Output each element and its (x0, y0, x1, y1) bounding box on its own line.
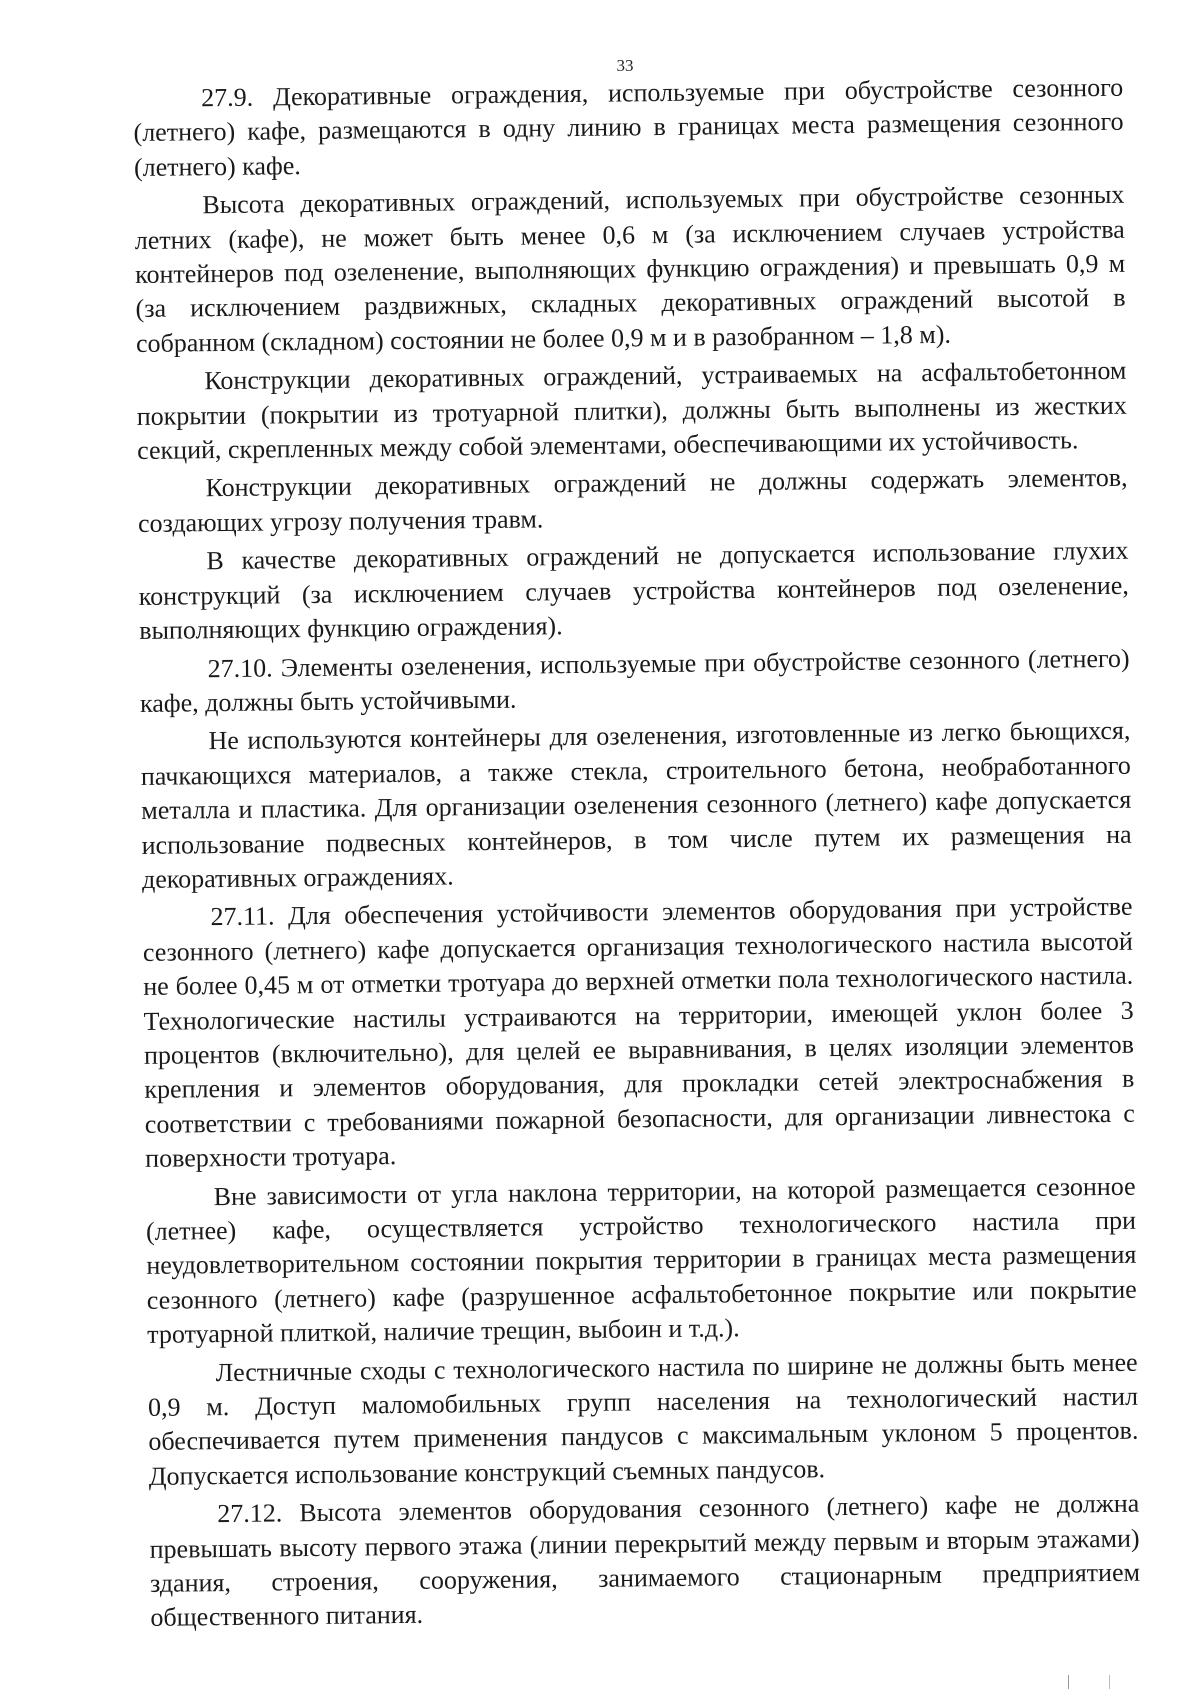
paragraph-fence-safety: Конструкции декоративных ограждений не должны содержать элементов, создающих угрозу получения травм. (137, 463, 1128, 538)
paragraph-27-11: 27.11. Для обеспечения устойчивости элементов оборудования при устройстве сезонного (летнего) кафе допускается организация технологического настила высотой не более 0,45 м от отметки тротуара до верхней отметки пола технологического настила. Технологические настилы устраиваются на территории, имеющей уклон более 3 процентов (включительно), для целей ее выравнивания, в целях изоляции элементов крепления и элементов оборудования, для прокладки сетей электроснабжения в соответствии с требованиями пожарной безопасности, для организации ливнестока с поверхности тротуара. (142, 892, 1135, 1174)
paragraph-27-9: 27.9. Декоративные ограждения, используемые при обустройстве сезонного (летнего) кафе, размещаются в одну линию в границах места размещения сезонного (летнего) кафе. (133, 72, 1124, 182)
paragraph-stairs-ramps: Лестничные сходы с технологического настила по ширине не должны быть менее 0,9 м. Доступ маломобильных групп населения на технологический настил обеспечивается путем применения пандусов с максимальным уклоном 5 процентов. Допускается использование конструкций съемных пандусов. (147, 1347, 1139, 1491)
paragraph-27-10: 27.10. Элементы озеленения, используемые при обустройстве сезонного (летнего) кафе, должны быть устойчивыми. (139, 643, 1130, 718)
page-number: 33 (616, 56, 634, 75)
paragraph-fence-construction: Конструкции декоративных ограждений, устраиваемых на асфальтобетонном покрытии (покрытии из тротуарной плитки), должны быть выполнены из жестких секций, скрепленных между собой элементами, обеспечивающими их устойчивость. (136, 356, 1127, 466)
paragraph-27-12: 27.12. Высота элементов оборудования сезонного (летнего) кафе не должна превышать высоту первого этажа (линии перекрытий между первым и вторым этажами) здания, строения, сооружения, занимаемого стационарным предприятием общественного питания. (149, 1488, 1141, 1633)
scan-artifact (1068, 1675, 1110, 1689)
paragraph-solid-fences: В качестве декоративных ограждений не допускается использование глухих конструкций (за исключением случаев устройства контейнеров под озеленение, выполняющих функцию ограждения). (138, 536, 1129, 646)
paragraph-greenery-containers: Не используются контейнеры для озеленения, изготовленные из легко бьющихся, пачкающихся материалов, а также стекла, строительного бетона, необработанного металла и пластика. Для организации озеленения сезонного (летнего) кафе допускается использование подвесных контейнеров, в том числе путем их размещения на декоративных ограждениях. (140, 716, 1132, 894)
paragraph-flooring-condition: Вне зависимости от угла наклона территории, на которой размещается сезонное (летнее) кафе, осуществляется устройство технологического настила при неудовлетворительном состоянии покрытия территории в границах места размещения сезонного (летнего) кафе (разрушенное асфальтобетонное покрытие или покрытие тротуарной плиткой, наличие трещин, выбоин и т.д.). (145, 1171, 1137, 1350)
paragraph-fence-height: Высота декоративных ограждений, используемых при обустройстве сезонных летних (кафе), не может быть менее 0,6 м (за исключением случаев устройства контейнеров под озеленение, выполняющих функцию ограждения) и превышать 0,9 м (за исключением раздвижных, складных декоративных ограждений высотой в собранном (складном) состоянии не более 0,9 м и в разобранном – 1,8 м). (134, 179, 1126, 358)
document-body (133, 71, 1141, 1636)
